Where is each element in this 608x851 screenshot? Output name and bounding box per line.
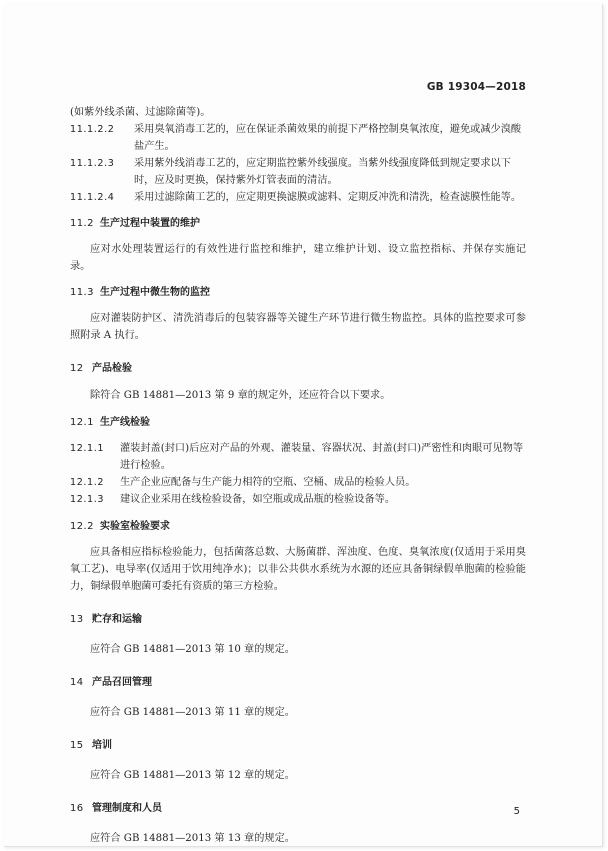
heading-number: 12 [70, 363, 84, 374]
heading-11-3 [70, 284, 526, 301]
heading-number: 13 [70, 614, 84, 625]
heading-14 [70, 674, 526, 691]
clause-number: 11.1.2.4 [70, 192, 115, 203]
heading-title: 生产过程中装置的维护 [100, 218, 200, 229]
clause-number: 11.1.2.2 [70, 124, 115, 135]
clause-text: 采用臭氧消毒工艺的，应在保证杀菌效果的前提下严格控制臭氧浓度，避免或减少溴酸盐产生。 [134, 124, 522, 152]
paragraph-11-2: 应对水处理装置运行的有效性进行监控和维护，建立维护计划、设立监控指标、并保存实施记录。 [70, 244, 526, 272]
paragraph-16: 应符合 GB 14881—2013 第 13 章的规定。 [90, 833, 295, 844]
heading-number: 11.2 [70, 218, 94, 229]
page-number: 5 [513, 806, 520, 817]
paragraph-12: 除符合 GB 14881—2013 第 9 章的规定外，还应符合以下要求。 [90, 390, 391, 401]
clause-11-1-2-3 [70, 155, 526, 189]
clause-text: 建议企业采用在线检验设备，如空瓶或成品瓶的检验设备等。 [120, 494, 396, 505]
heading-number: 11.3 [70, 287, 94, 298]
clause-12-1-3 [70, 491, 526, 508]
clause-12-1-1 [70, 440, 526, 474]
clause-11-1-2-2 [70, 121, 526, 155]
heading-11-2 [70, 215, 526, 232]
continued-line: (如紫外线杀菌、过滤除菌等)。 [70, 107, 211, 118]
heading-16 [70, 800, 526, 817]
paragraph-11-3: 应对灌装防护区、清洗消毒后的包装容器等关键生产环节进行微生物监控。具体的监控要求可参照附录 A 执行。 [70, 313, 526, 341]
heading-15 [70, 737, 526, 754]
heading-12-2 [70, 518, 526, 535]
heading-title: 生产过程中微生物的监控 [100, 287, 210, 298]
heading-number: 12.1 [70, 417, 94, 428]
standard-code: GB 19304—2018 [426, 81, 526, 93]
clause-number: 12.1.2 [70, 477, 105, 488]
heading-title: 生产线检验 [100, 417, 150, 428]
clause-number: 12.1.1 [70, 443, 105, 454]
heading-12-1 [70, 414, 526, 431]
heading-title: 管理制度和人员 [92, 803, 162, 814]
heading-number: 15 [70, 740, 84, 751]
heading-13 [70, 611, 526, 628]
clause-number: 12.1.3 [70, 494, 105, 505]
heading-title: 产品召回管理 [92, 677, 152, 688]
heading-12 [70, 360, 526, 377]
clause-text: 生产企业应配备与生产能力相符的空瓶、空桶、成品的检验人员。 [120, 477, 416, 488]
clause-12-1-2 [70, 474, 526, 491]
heading-number: 16 [70, 803, 84, 814]
page-content [70, 104, 526, 847]
paragraph-14: 应符合 GB 14881—2013 第 11 章的规定。 [90, 707, 295, 718]
clause-text: 灌装封盖(封口)后应对产品的外观、灌装量、容器状况、封盖(封口)严密性和肉眼可见物等进行检验。 [120, 443, 524, 471]
heading-title: 培训 [92, 740, 112, 751]
paragraph-12-2: 应具备相应指标检验能力，包括菌落总数、大肠菌群、浑浊度、色度、臭氧浓度(仅适用于采用臭氧工艺)、电导率(仅适用于饮用纯净水)；以非公共供水系统为水源的还应具备铜绿假单胞菌的检验能力，铜绿假单胞菌可委托有资质的第三方检验。 [70, 547, 526, 592]
heading-number: 12.2 [70, 521, 94, 532]
document-page [4, 4, 603, 847]
clause-text: 采用紫外线消毒工艺的，应定期监控紫外线强度。当紫外线强度降低到规定要求以下时，应及时更换，保持紫外灯管表面的清洁。 [134, 158, 511, 186]
paragraph-13: 应符合 GB 14881—2013 第 10 章的规定。 [90, 644, 295, 655]
heading-number: 14 [70, 677, 84, 688]
heading-title: 实验室检验要求 [100, 521, 170, 532]
paragraph-15: 应符合 GB 14881—2013 第 12 章的规定。 [90, 770, 295, 781]
clause-number: 11.1.2.3 [70, 158, 115, 169]
clause-11-1-2-4 [70, 189, 526, 206]
clause-text: 采用过滤除菌工艺的，应定期更换滤膜或滤料、定期反冲洗和清洗，检查滤膜性能等。 [134, 192, 522, 203]
heading-title: 贮存和运输 [92, 614, 142, 625]
heading-title: 产品检验 [92, 363, 132, 374]
